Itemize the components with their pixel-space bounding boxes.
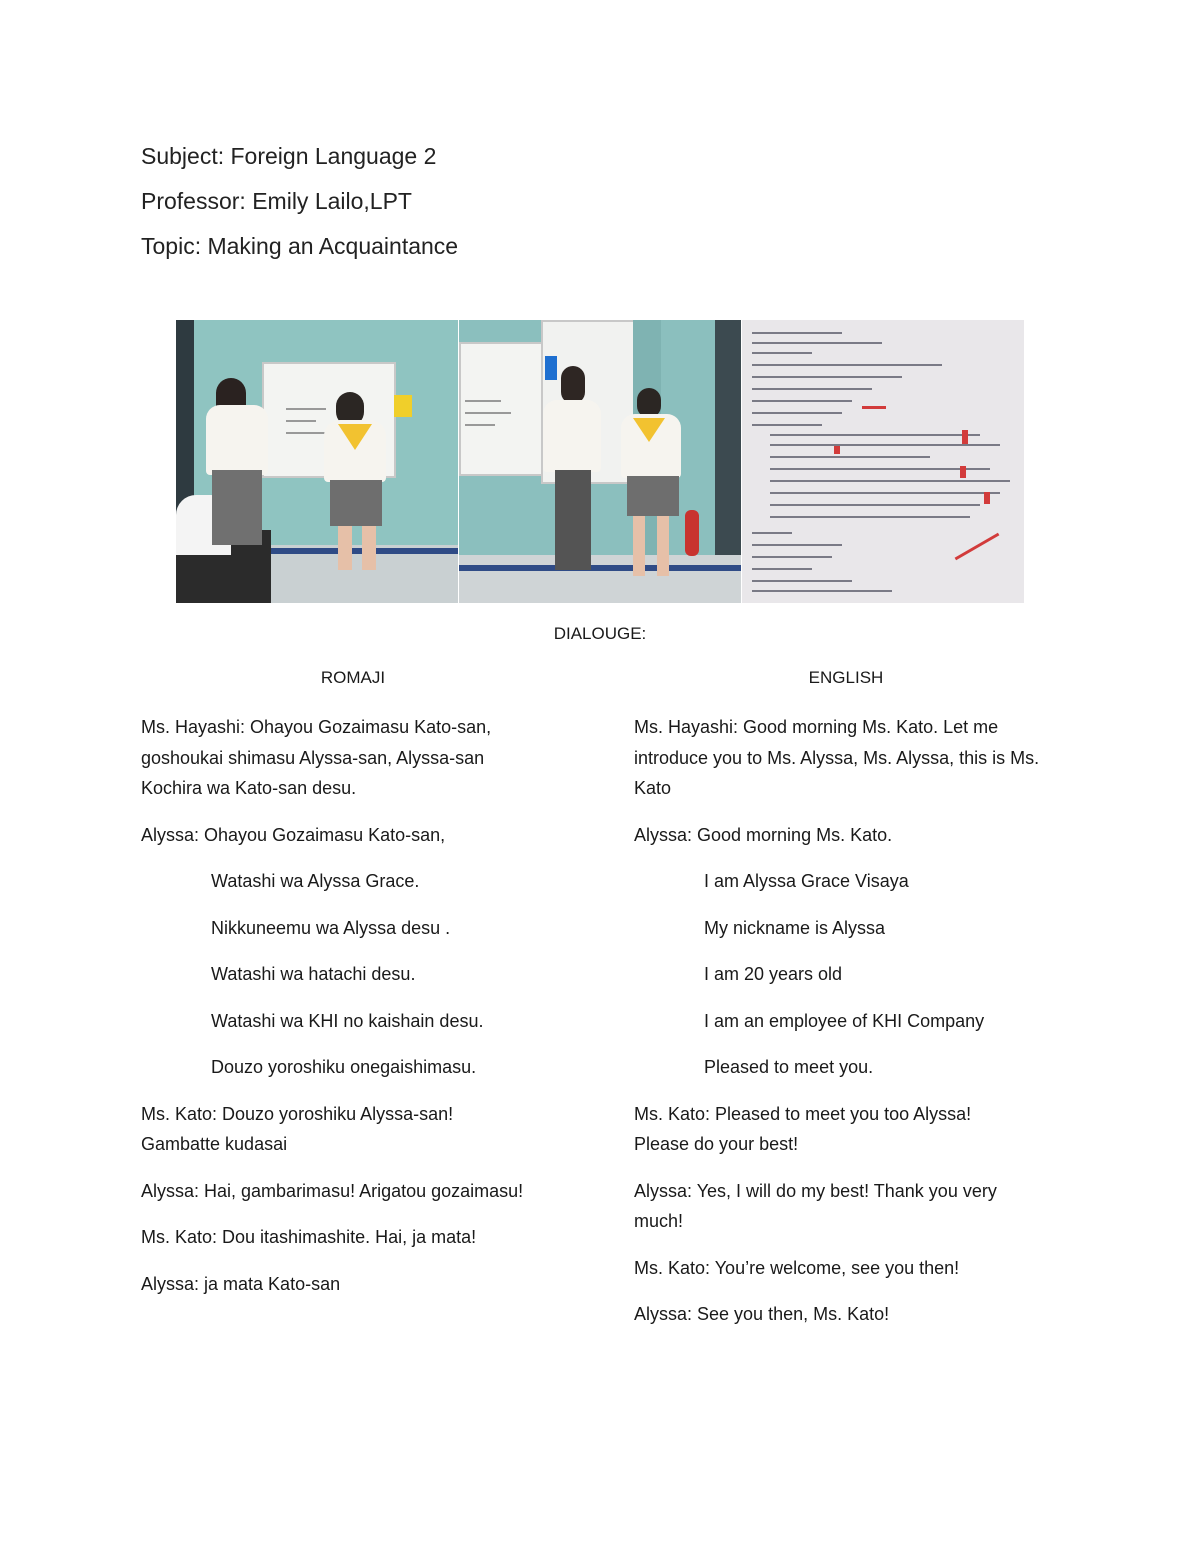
english-line: My nickname is Alyssa xyxy=(704,917,886,938)
romaji-heading: ROMAJI xyxy=(320,668,386,687)
english-line: Alyssa: See you then, Ms. Kato! xyxy=(634,1304,890,1324)
english-line: Alyssa: Good morning Ms. Kato. xyxy=(634,824,893,845)
romaji-line: Watashi wa Alyssa Grace. xyxy=(211,871,420,891)
romaji-line: Watashi wa KHI no kaishain desu. xyxy=(211,1010,484,1031)
photo-roleplay-walking xyxy=(459,320,741,603)
romaji-line: Douzo yoroshiku onegaishimasu. xyxy=(211,1057,477,1077)
romaji-line: Alyssa: Ohayou Gozaimasu Kato-san, xyxy=(141,824,446,845)
romaji-line: Watashi wa hatachi desu. xyxy=(211,964,416,984)
romaji-line: Alyssa: ja mata Kato-san xyxy=(141,1273,341,1294)
english-line: Ms. Hayashi: Good morning Ms. Kato. Let me introduce you to Ms. Alyssa, Ms. Alyssa, this is Ms. Kato xyxy=(634,717,1040,798)
english-line: Pleased to meet you. xyxy=(704,1057,874,1077)
photo-grading-sheet xyxy=(742,320,1024,603)
professor-line: Professor: Emily Lailo,LPT xyxy=(141,188,412,214)
romaji-line: Ms. Hayashi: Ohayou Gozaimasu Kato-san, goshoukai shimasu Alyssa-san, Alyssa-san Kochira wa Kato-san desu. xyxy=(141,717,492,798)
romaji-line: Nikkuneemu wa Alyssa desu . xyxy=(211,917,451,938)
romaji-line: Ms. Kato: Douzo yoroshiku Alyssa-san! Gambatte kudasai xyxy=(141,1103,454,1154)
subject-line: Subject: Foreign Language 2 xyxy=(141,143,437,169)
topic-line: Topic: Making an Acquaintance xyxy=(141,233,459,259)
romaji-column xyxy=(141,712,541,1315)
english-line: I am an employee of KHI Company xyxy=(704,1010,985,1031)
photo-strip xyxy=(176,320,1024,603)
english-heading: ENGLISH xyxy=(808,668,884,687)
document-header xyxy=(141,140,458,275)
english-line: Ms. Kato: Pleased to meet you too Alyssa! Please do your best! xyxy=(634,1103,972,1154)
romaji-line: Alyssa: Hai, gambarimasu! Arigatou gozaimasu! xyxy=(141,1180,524,1201)
photo-roleplay-greeting xyxy=(176,320,458,603)
english-line: Ms. Kato: You’re welcome, see you then! xyxy=(634,1257,960,1278)
english-line: I am 20 years old xyxy=(704,964,843,984)
english-column xyxy=(634,712,1054,1346)
english-line: Alyssa: Yes, I will do my best! Thank you very much! xyxy=(634,1180,997,1231)
english-line: I am Alyssa Grace Visaya xyxy=(704,871,909,891)
dialogue-title: DIALOUGE: xyxy=(553,624,647,643)
romaji-line: Ms. Kato: Dou itashimashite. Hai, ja mata! xyxy=(141,1227,477,1247)
